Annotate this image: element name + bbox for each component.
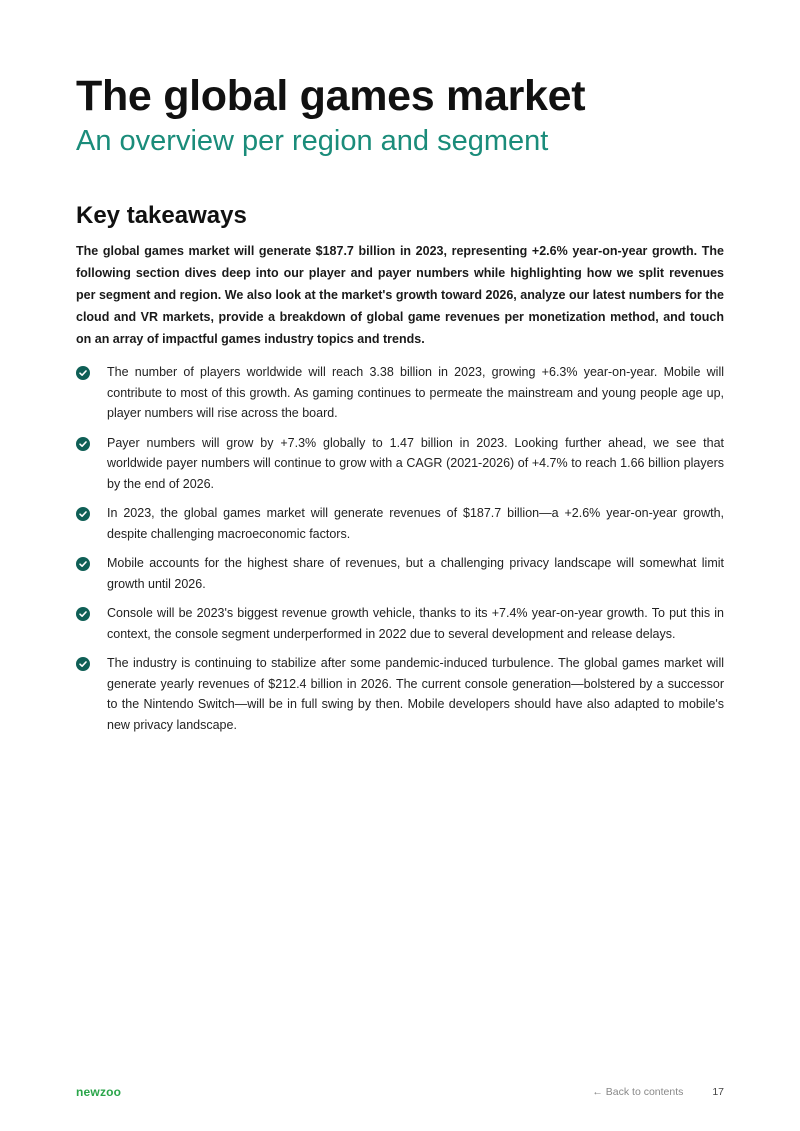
list-item-text: The industry is continuing to stabilize after some pandemic-induced turbulence. The global games market will generate yearly revenues of $212.4 billion in 2026. The current console generation—bolstered by a successor to the Nintendo Switch—will be in full swing by then. Mobile developers should have also adapted to mobile's new privacy landscape. <box>107 656 724 732</box>
check-circle-icon <box>76 557 90 571</box>
list-item-text: In 2023, the global games market will generate revenues of $187.7 billion—a +2.6% year-on-year growth, despite challenging macroeconomic factors. <box>107 506 724 541</box>
list-item-text: The number of players worldwide will reach 3.38 billion in 2023, growing +6.3% year-on-year. Mobile will contribute to most of this growth. As gaming continues to permeate the mainstream and young people age up, player numbers will rise across the board. <box>107 365 724 420</box>
check-circle-icon <box>76 366 90 380</box>
check-circle-icon <box>76 607 90 621</box>
check-circle-icon <box>76 657 90 671</box>
list-item-text: Payer numbers will grow by +7.3% globally to 1.47 billion in 2023. Looking further ahead, we see that worldwide payer numbers will continue to grow with a CAGR (2021-2026) of +4.7% to reach 1.66 billion players by the end of 2026. <box>107 435 724 491</box>
list-item-text: Mobile accounts for the highest share of revenues, but a challenging privacy landscape will somewhat limit growth until 2026. <box>107 556 724 591</box>
list-item <box>76 362 724 424</box>
check-circle-icon <box>76 507 90 521</box>
list-item <box>76 433 724 495</box>
section-heading: Key takeaways <box>76 202 247 229</box>
list-item <box>76 603 724 644</box>
intro-paragraph: The global games market will generate $187.7 billion in 2023, representing +2.6% year-on-year growth. The following section dives deep into our player and payer numbers while highlighting how we split revenues per segment and region. We also look at the market's growth toward 2026, analyze our latest numbers for the cloud and VR markets, provide a breakdown of global game revenues per monetization method, and touch on an array of impactful games industry topics and trends. <box>76 244 724 346</box>
takeaways-list <box>76 362 724 744</box>
list-item <box>76 553 724 594</box>
footer-nav <box>592 1086 724 1098</box>
page-subtitle: An overview per region and segment <box>76 125 549 157</box>
check-circle-icon <box>76 437 90 451</box>
list-item-text: Console will be 2023's biggest revenue growth vehicle, thanks to its +7.4% year-on-year growth. To put this in context, the console segment underperformed in 2022 due to several development and release delays. <box>107 606 724 641</box>
page-title: The global games market <box>76 72 586 120</box>
list-item <box>76 653 724 735</box>
back-to-contents-link[interactable]: ← Back to contents <box>592 1086 684 1098</box>
list-item <box>76 503 724 544</box>
newzoo-logo: newzoo <box>76 1085 122 1099</box>
page-number: 17 <box>712 1086 724 1098</box>
